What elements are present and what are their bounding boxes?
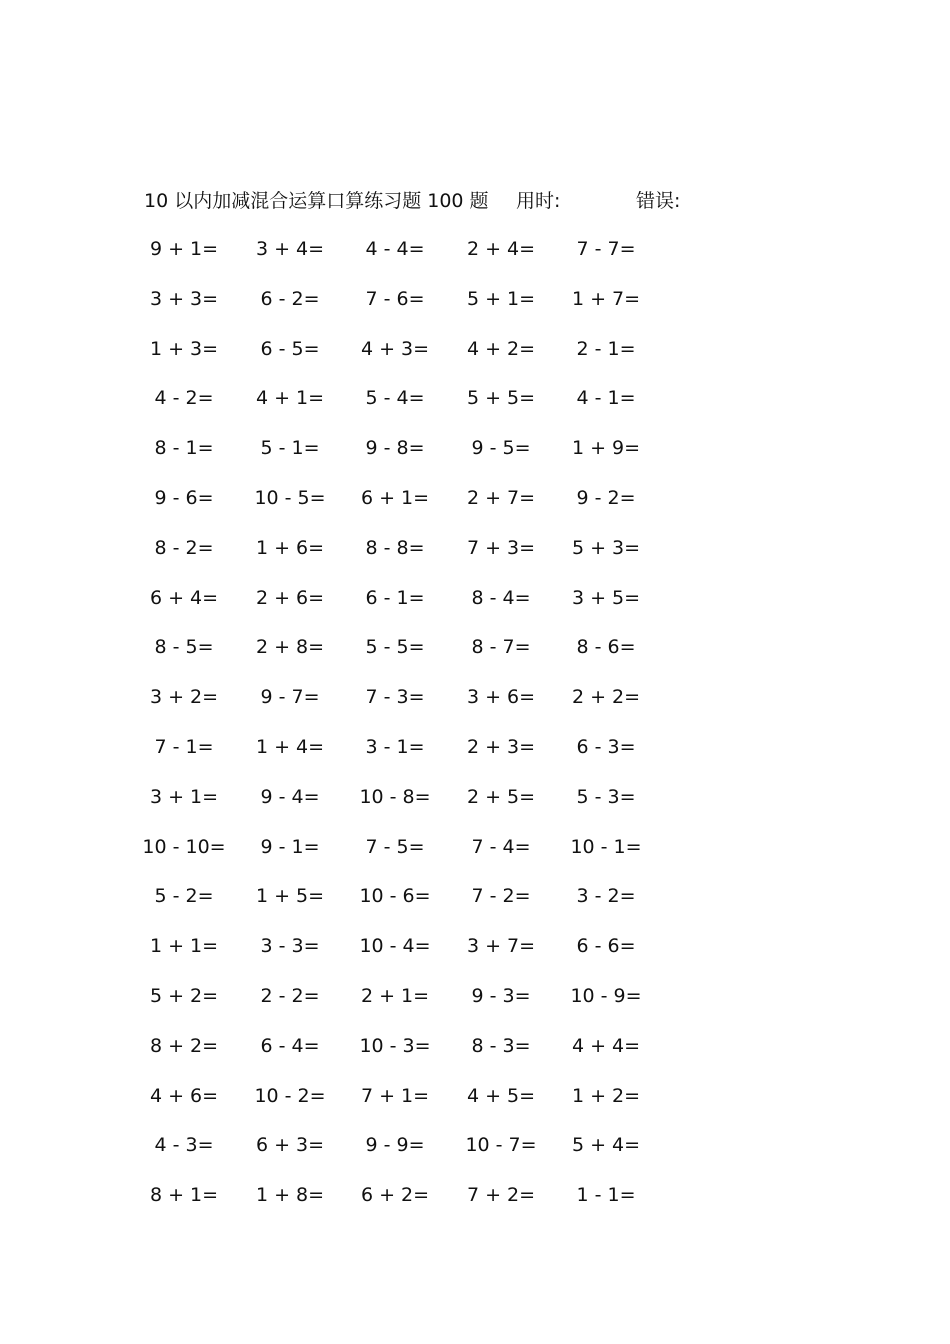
problem-cell: 10 - 8=: [359, 785, 431, 808]
problem-cell: 8 - 8=: [365, 536, 425, 559]
problem-cell: 4 + 6=: [149, 1084, 219, 1107]
problem-cell: 8 - 3=: [471, 1034, 531, 1057]
problem-grid: [120, 234, 700, 1230]
problem-cell: 6 + 3=: [255, 1134, 325, 1157]
problem-cell: 5 + 4=: [571, 1134, 641, 1157]
problem-cell: 9 - 9=: [365, 1134, 425, 1157]
problem-cell: 10 - 1=: [570, 835, 642, 858]
problem-cell: 8 - 5=: [154, 636, 214, 659]
problem-row: [120, 832, 700, 882]
problem-cell: 10 - 2=: [254, 1084, 326, 1107]
problem-cell: 2 - 1=: [576, 337, 636, 360]
problem-row: [120, 583, 700, 633]
problem-cell: 10 - 4=: [359, 935, 431, 958]
problem-cell: 1 + 8=: [255, 1184, 325, 1207]
problem-cell: 6 + 1=: [360, 486, 430, 509]
problem-cell: 2 + 2=: [571, 686, 641, 709]
problem-cell: 1 - 1=: [576, 1184, 636, 1207]
problem-cell: 2 + 7=: [466, 486, 536, 509]
problem-cell: 4 + 1=: [255, 387, 325, 410]
problem-cell: 4 - 1=: [576, 387, 636, 410]
problem-row: [120, 383, 700, 433]
problem-cell: 7 + 1=: [360, 1084, 430, 1107]
problem-cell: 5 - 4=: [365, 387, 425, 410]
problem-cell: 3 + 1=: [149, 785, 219, 808]
problem-row: [120, 234, 700, 284]
problem-cell: 2 - 2=: [260, 984, 320, 1007]
problem-row: [120, 682, 700, 732]
problem-cell: 1 + 7=: [571, 287, 641, 310]
problem-row: [120, 433, 700, 483]
problem-cell: 8 - 4=: [471, 586, 531, 609]
problem-row: [120, 732, 700, 782]
problem-cell: 6 + 2=: [360, 1184, 430, 1207]
problem-row: [120, 483, 700, 533]
problem-cell: 1 + 2=: [571, 1084, 641, 1107]
worksheet-header: [144, 186, 764, 216]
problem-cell: 3 + 7=: [466, 935, 536, 958]
error-count-label: 错误:: [636, 190, 681, 212]
problem-cell: 2 + 6=: [255, 586, 325, 609]
problem-cell: 1 + 3=: [149, 337, 219, 360]
problem-cell: 4 - 2=: [154, 387, 214, 410]
problem-row: [120, 1130, 700, 1180]
problem-cell: 5 + 5=: [466, 387, 536, 410]
problem-cell: 4 + 2=: [466, 337, 536, 360]
problem-cell: 10 - 5=: [254, 486, 326, 509]
problem-cell: 7 - 4=: [471, 835, 531, 858]
problem-cell: 9 - 3=: [471, 984, 531, 1007]
problem-cell: 6 - 6=: [576, 935, 636, 958]
problem-cell: 8 - 6=: [576, 636, 636, 659]
problem-row: [120, 334, 700, 384]
problem-cell: 8 - 7=: [471, 636, 531, 659]
problem-cell: 6 - 3=: [576, 735, 636, 758]
problem-cell: 7 + 2=: [466, 1184, 536, 1207]
problem-cell: 6 - 1=: [365, 586, 425, 609]
problem-cell: 1 + 4=: [255, 735, 325, 758]
problem-cell: 1 + 6=: [255, 536, 325, 559]
problem-cell: 7 - 2=: [471, 885, 531, 908]
problem-cell: 2 + 8=: [255, 636, 325, 659]
problem-cell: 9 - 6=: [154, 486, 214, 509]
problem-cell: 3 + 2=: [149, 686, 219, 709]
problem-cell: 7 - 5=: [365, 835, 425, 858]
problem-cell: 2 + 4=: [466, 238, 536, 260]
problem-cell: 5 - 1=: [260, 437, 320, 460]
problem-cell: 9 - 1=: [260, 835, 320, 858]
problem-row: [120, 1031, 700, 1081]
problem-cell: 1 + 5=: [255, 885, 325, 908]
problem-cell: 3 + 5=: [571, 586, 641, 609]
problem-cell: 5 - 2=: [154, 885, 214, 908]
problem-cell: 5 - 3=: [576, 785, 636, 808]
problem-cell: 3 - 2=: [576, 885, 636, 908]
problem-cell: 6 - 5=: [260, 337, 320, 360]
problem-cell: 2 + 3=: [466, 735, 536, 758]
problem-cell: 9 + 1=: [149, 238, 219, 260]
problem-cell: 3 + 6=: [466, 686, 536, 709]
problem-cell: 7 - 7=: [576, 238, 636, 260]
problem-cell: 9 - 8=: [365, 437, 425, 460]
problem-cell: 8 + 1=: [149, 1184, 219, 1207]
problem-row: [120, 533, 700, 583]
problem-cell: 7 - 6=: [365, 287, 425, 310]
problem-cell: 4 + 5=: [466, 1084, 536, 1107]
problem-cell: 6 - 4=: [260, 1034, 320, 1057]
problem-row: [120, 284, 700, 334]
problem-cell: 5 + 2=: [149, 984, 219, 1007]
problem-cell: 3 - 3=: [260, 935, 320, 958]
worksheet-title: 10 以内加减混合运算口算练习题 100 题: [144, 190, 489, 212]
problem-cell: 10 - 10=: [142, 835, 226, 858]
problem-cell: 6 + 4=: [149, 586, 219, 609]
problem-cell: 4 + 4=: [571, 1034, 641, 1057]
problem-cell: 2 + 5=: [466, 785, 536, 808]
problem-cell: 8 + 2=: [149, 1034, 219, 1057]
problem-cell: 5 + 3=: [571, 536, 641, 559]
problem-row: [120, 782, 700, 832]
problem-cell: 9 - 2=: [576, 486, 636, 509]
problem-row: [120, 931, 700, 981]
problem-cell: 9 - 7=: [260, 686, 320, 709]
problem-cell: 8 - 2=: [154, 536, 214, 559]
problem-cell: 3 + 3=: [149, 287, 219, 310]
problem-cell: 1 + 9=: [571, 437, 641, 460]
problem-cell: 7 - 1=: [154, 735, 214, 758]
problem-row: [120, 981, 700, 1031]
problem-cell: 1 + 1=: [149, 935, 219, 958]
problem-cell: 8 - 1=: [154, 437, 214, 460]
problem-cell: 10 - 6=: [359, 885, 431, 908]
problem-cell: 6 - 2=: [260, 287, 320, 310]
problem-row: [120, 1180, 700, 1230]
problem-cell: 9 - 4=: [260, 785, 320, 808]
problem-row: [120, 881, 700, 931]
problem-cell: 5 - 5=: [365, 636, 425, 659]
problem-row: [120, 1081, 700, 1131]
problem-cell: 3 + 4=: [255, 238, 325, 260]
problem-cell: 3 - 1=: [365, 735, 425, 758]
problem-cell: 10 - 3=: [359, 1034, 431, 1057]
problem-cell: 4 + 3=: [360, 337, 430, 360]
problem-cell: 10 - 7=: [465, 1134, 537, 1157]
problem-cell: 10 - 9=: [570, 984, 642, 1007]
problem-cell: 4 - 4=: [365, 238, 425, 260]
problem-cell: 4 - 3=: [154, 1134, 214, 1157]
problem-row: [120, 632, 700, 682]
problem-cell: 7 + 3=: [466, 536, 536, 559]
problem-cell: 2 + 1=: [360, 984, 430, 1007]
problem-cell: 9 - 5=: [471, 437, 531, 460]
problem-cell: 7 - 3=: [365, 686, 425, 709]
time-used-label: 用时:: [516, 190, 561, 212]
problem-cell: 5 + 1=: [466, 287, 536, 310]
